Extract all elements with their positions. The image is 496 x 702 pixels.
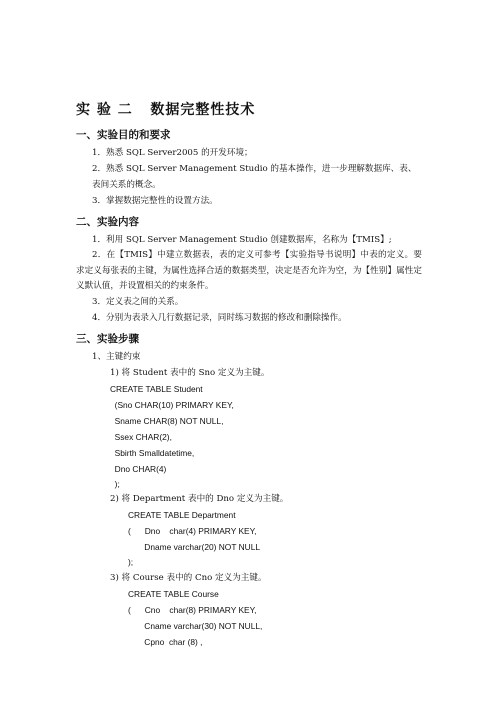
code-course-line-3: Cname varchar(30) NOT NULL, xyxy=(128,621,263,631)
content-item-3: 3．定义表之间的关系。 xyxy=(92,297,184,307)
code-student-line-7: ); xyxy=(110,479,120,489)
objective-item-3: 3．掌握数据完整性的设置方法。 xyxy=(92,196,218,206)
objective-item-1: 1．熟悉 SQL Server2005 的开发环境； xyxy=(92,148,253,158)
substep-course: 3) 将 Course 表中的 Cno 定义为主键。 xyxy=(110,573,267,583)
step-primary-key: 1、主键约束 xyxy=(92,352,141,362)
section-heading-objectives: 一、实验目的和要求 xyxy=(76,129,171,141)
code-student-line-6: Dno CHAR(4) xyxy=(110,464,167,474)
code-course-line-4: Cpno char (8) , xyxy=(128,637,203,647)
section-heading-content: 二、实验内容 xyxy=(76,216,139,228)
code-student-line-4: Ssex CHAR(2), xyxy=(110,432,172,442)
code-department-line-4: ); xyxy=(128,557,134,567)
code-student-line-5: Sbirth Smalldatetime, xyxy=(110,448,195,458)
code-student-line-1: CREATE TABLE Student xyxy=(110,384,203,394)
code-course-line-2: ( Cno char(8) PRIMARY KEY, xyxy=(128,605,257,615)
code-course-line-1: CREATE TABLE Course xyxy=(128,589,219,599)
code-department-line-3: Dname varchar(20) NOT NULL xyxy=(128,542,261,552)
code-student-line-3: Sname CHAR(8) NOT NULL, xyxy=(110,416,224,426)
code-student-line-2: (Sno CHAR(10) PRIMARY KEY, xyxy=(110,400,234,410)
objective-item-2: 2．熟悉 SQL Server Management Studio 的基本操作，进一步理解数据库、表、 xyxy=(92,164,417,174)
code-department-line-1: CREATE TABLE Department xyxy=(128,510,236,520)
content-item-2: 2．在【TMIS】中建立数据表，表的定义可参考【实验指导书说明】中表的定义。要求定义每张表的主键，为属性选择合适的数据类型，决定是否允许为空，为【性别】属性定义默认值，并设置相关的约束条件。 xyxy=(76,250,422,291)
code-department-line-2: ( Dno char(4) PRIMARY KEY, xyxy=(128,526,257,536)
content-item-1: 1．利用 SQL Server Management Studio 创建数据库，名称为【TMIS】; xyxy=(92,235,392,245)
content-item-4: 4．分别为表录入几行数据记录，同时练习数据的修改和删除操作。 xyxy=(92,313,347,323)
substep-department: 2) 将 Department 表中的 Dno 定义为主键。 xyxy=(110,494,289,504)
substep-student: 1) 将 Student 表中的 Sno 定义为主键。 xyxy=(110,368,270,378)
page-title: 实 验 二 数据完整性技术 xyxy=(76,102,256,118)
objective-item-2-cont: 表间关系的概念。 xyxy=(92,180,161,190)
section-heading-steps: 三、实验步骤 xyxy=(76,333,139,345)
